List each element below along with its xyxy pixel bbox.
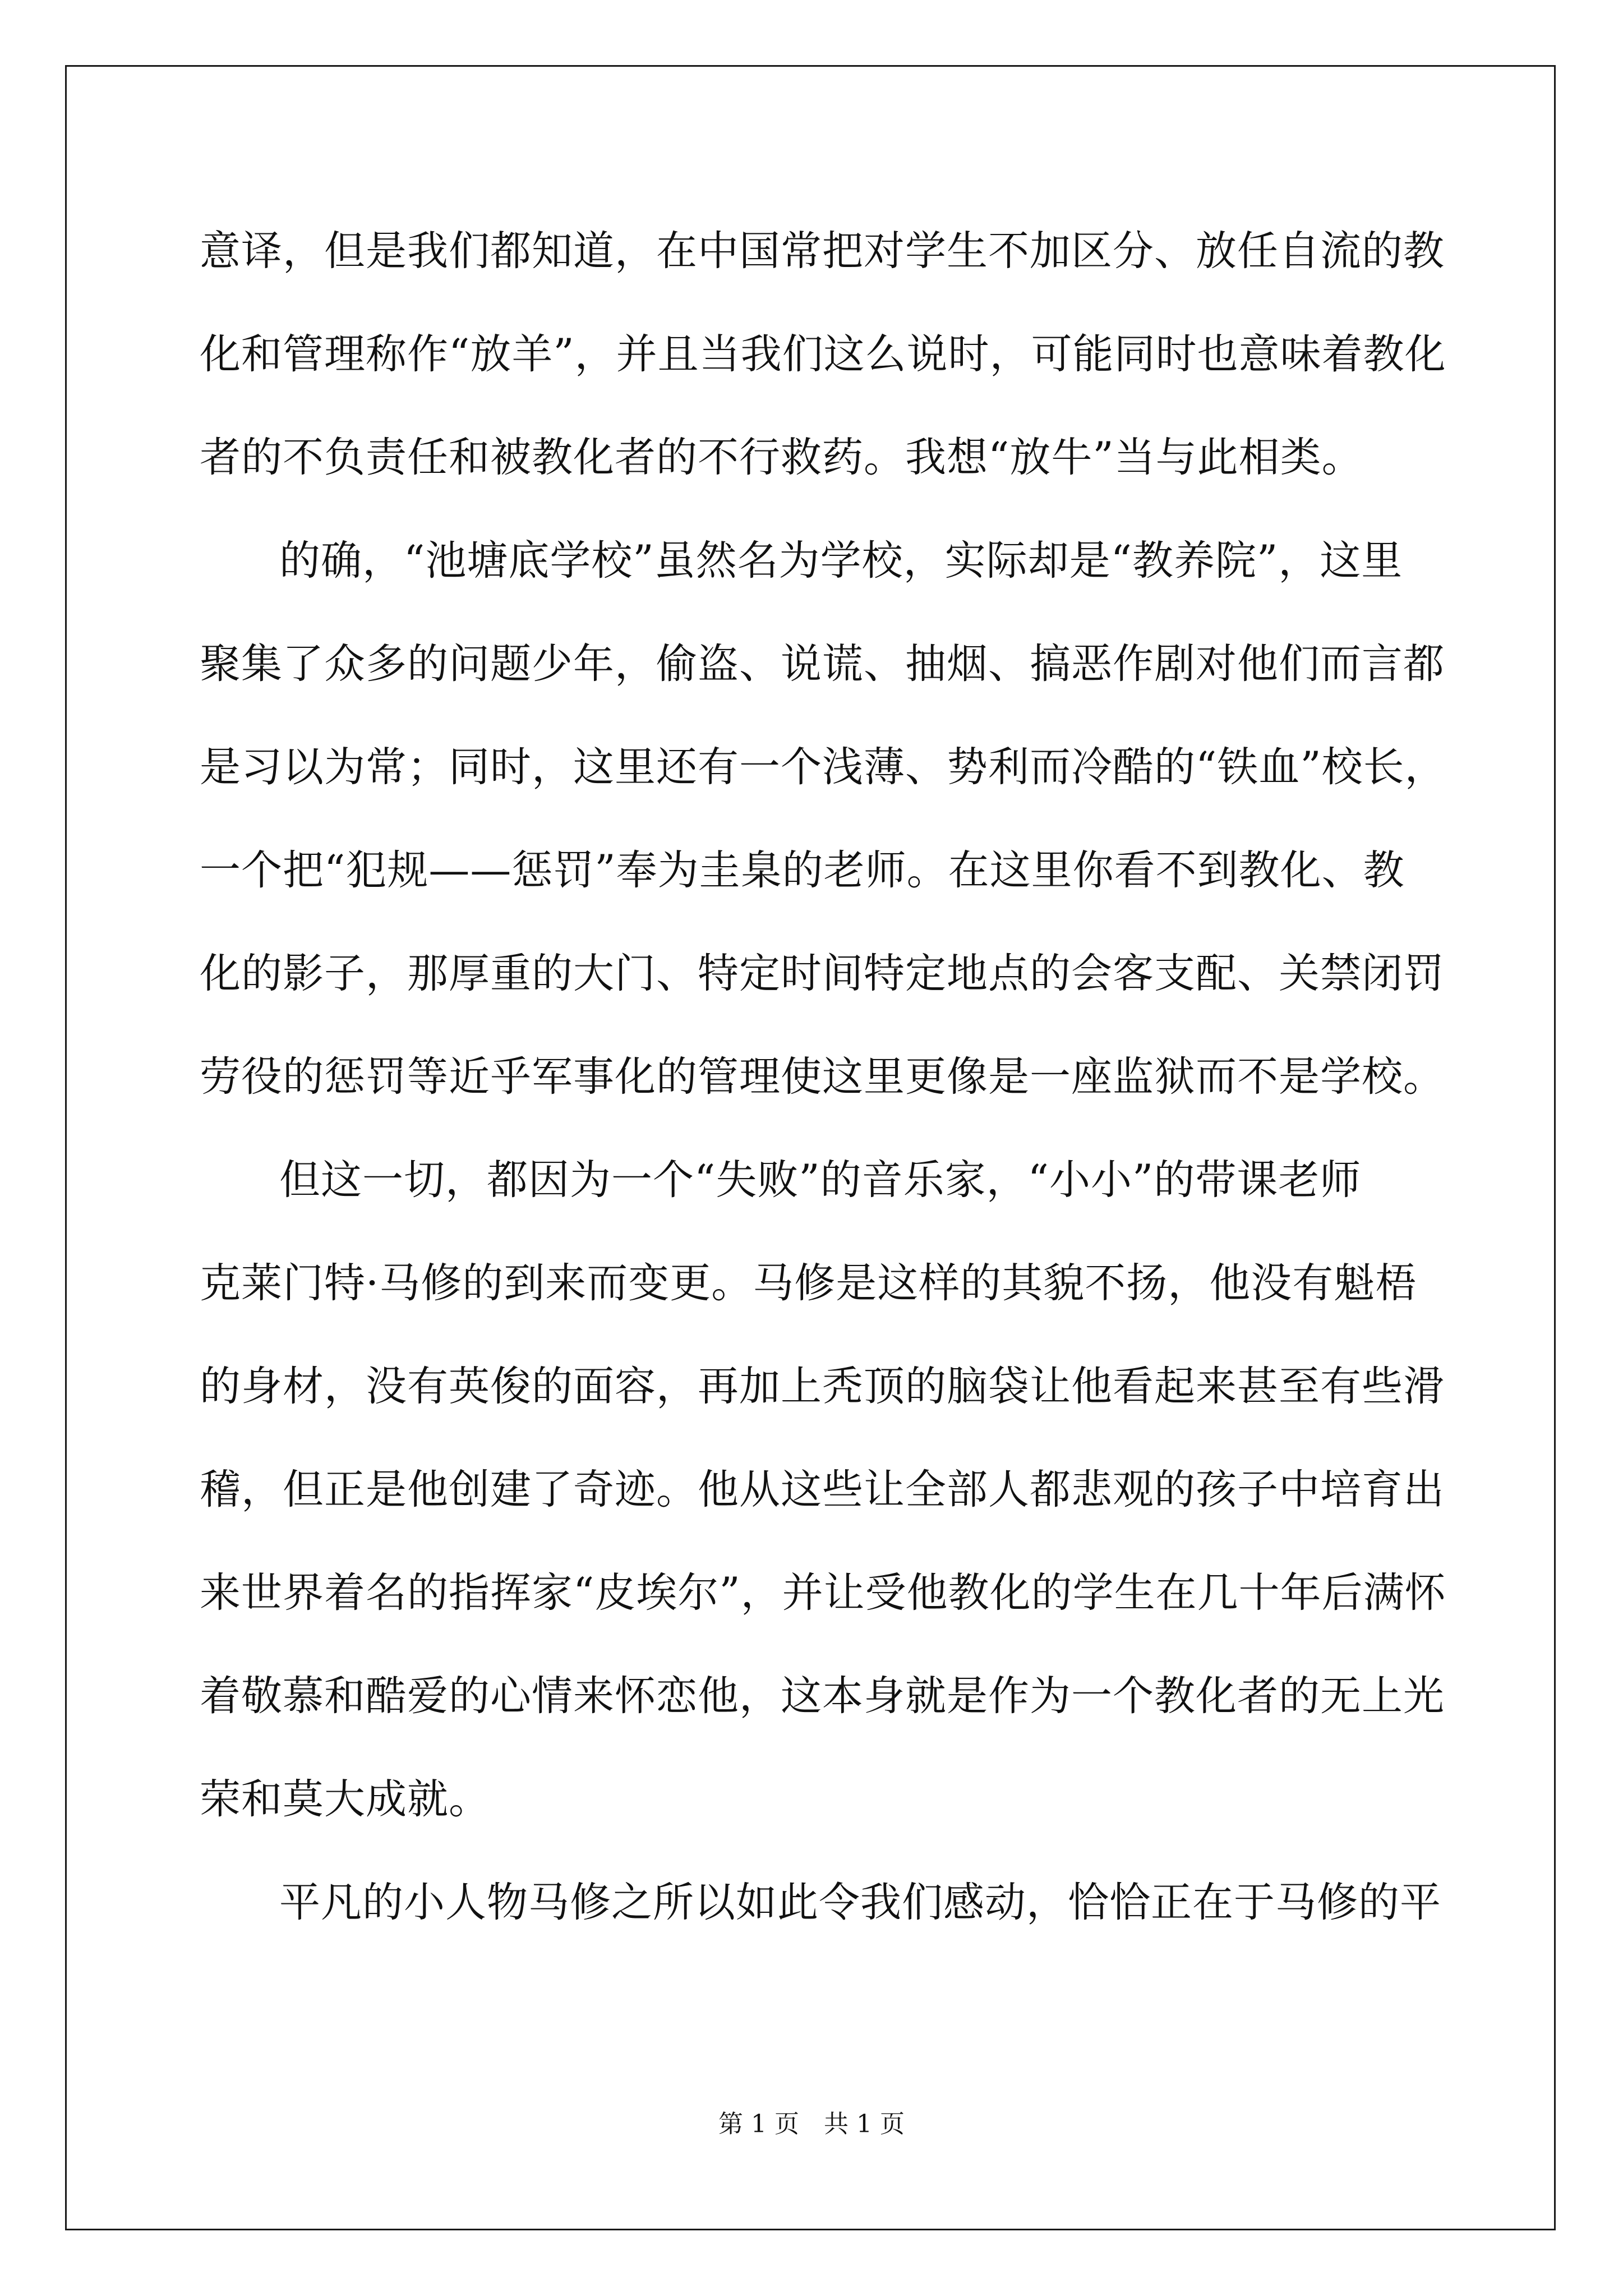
text-line: 意译，但是我们都知道，在中国常把对学生不加区分、放任自流的教	[200, 227, 1445, 275]
text-line: 的身材，没有英俊的面容，再加上秃顶的脑袋让他看起来甚至有些滑	[200, 1363, 1445, 1410]
text-line: 来世界着名的指挥家“皮埃尔”，并让受他教化的学生在几十年后满怀	[200, 1569, 1446, 1617]
paragraph-start-line: 但这一切，都因为一个“失败”的音乐家，“小小”的带课老师	[279, 1156, 1362, 1204]
page-number-footer: 第 1 页 共 1 页	[718, 2110, 905, 2138]
text-line: 荣和莫大成就。	[200, 1775, 490, 1823]
text-line: 化的影子，那厚重的大门、特定时间特定地点的会客支配、关禁闭罚	[200, 950, 1445, 997]
text-line: 稽，但正是他创建了奇迹。他从这些让全部人都悲观的孩子中培育出	[200, 1466, 1445, 1513]
text-line: 劳役的惩罚等近乎军事化的管理使这里更像是一座监狱而不是学校。	[200, 1053, 1445, 1101]
text-line: 一个把“犯规——惩罚”奉为圭臬的老师。在这里你看不到教化、教	[200, 846, 1405, 894]
text-line: 是习以为常；同时，这里还有一个浅薄、势利而冷酷的“铁血”校长，	[200, 743, 1446, 791]
text-line: 化和管理称作“放羊”，并且当我们这么说时，可能同时也意味着教化	[200, 330, 1446, 378]
text-line: 聚集了众多的问题少年，偷盗、说谎、抽烟、搞恶作剧对他们而言都	[200, 640, 1445, 688]
text-line: 克莱门特·马修的到来而变更。马修是这样的其貌不扬，他没有魁梧	[200, 1259, 1417, 1307]
paragraph-start-line: 的确，“池塘底学校”虽然名为学校，实际却是“教养院”，这里	[279, 537, 1403, 585]
paragraph-start-line: 平凡的小人物马修之所以如此令我们感动，恰恰正在于马修的平	[279, 1879, 1441, 1926]
text-line: 者的不负责任和被教化者的不行救药。我想“放牛”当与此相类。	[200, 434, 1363, 481]
text-line: 着敬慕和酷爱的心情来怀恋他，这本身就是作为一个教化者的无上光	[200, 1672, 1445, 1720]
document-body	[200, 218, 1446, 1972]
